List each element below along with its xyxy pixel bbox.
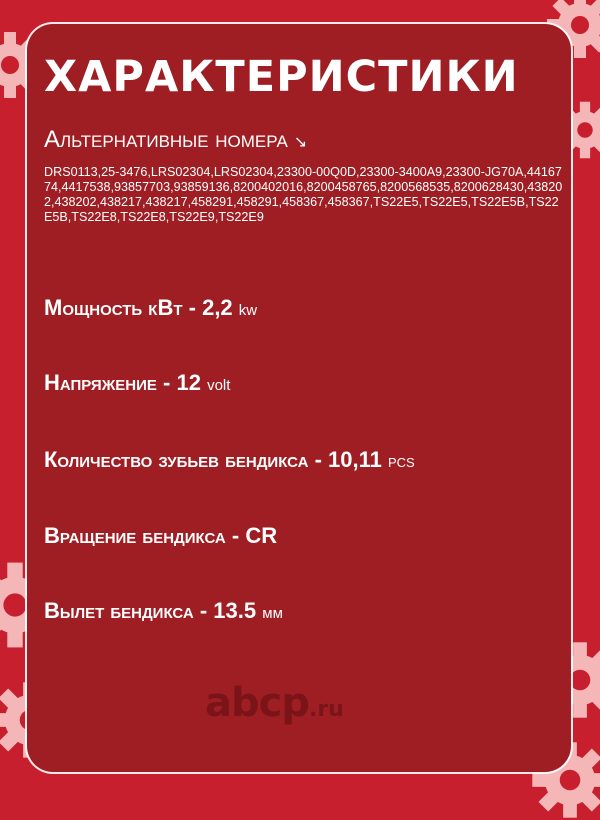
spec-value: 10,11: [328, 447, 382, 472]
alternative-numbers-list: DRS0113,25-3476,LRS02304,LRS02304,23300-00Q0D,23300-3400A9,23300-JG70A,4416774,4417538,93857703,93859136,8200402016,8200458765,8200568535,8200628430,438202,438202,438217,438217,458291,458291,458367,458367,TS22E5,TS22E5,TS22E5B,TS22E5B,TS22E8,TS22E8,TS22E9,TS22E9: [44, 165, 563, 224]
spec-separator: -: [314, 447, 322, 472]
spec-label: Напряжение: [44, 370, 157, 395]
spec-separator: -: [199, 598, 208, 623]
logo-tld: .ru: [308, 697, 344, 722]
spec-unit: PCS: [387, 455, 415, 470]
spec-voltage: [44, 370, 230, 396]
logo-name: abcp: [205, 680, 309, 726]
page-title: ХАРАКТЕРИСТИКИ: [44, 52, 519, 102]
spec-overhang: [44, 598, 283, 624]
spec-value: 2,2: [202, 295, 233, 320]
spec-separator: -: [231, 523, 240, 548]
abcp-logo: [205, 680, 344, 726]
spec-label: Вылет бендикса: [44, 598, 194, 623]
spec-label: Вращение бендикса: [44, 523, 226, 548]
spec-label: Мощность кВт: [44, 295, 183, 320]
spec-separator: -: [188, 295, 196, 320]
spec-unit: volt: [207, 377, 231, 394]
spec-rotation: [44, 523, 277, 549]
spec-value: CR: [245, 523, 278, 548]
spec-unit: kw: [238, 302, 258, 319]
spec-teeth-count: [44, 447, 415, 473]
spec-value: 12: [176, 370, 201, 395]
alternative-numbers-heading: [44, 126, 307, 154]
spec-label: Количество зубьев бендикса: [44, 447, 309, 472]
arrow-down-right-icon: ↘: [293, 134, 308, 151]
spec-power: [44, 295, 257, 321]
spec-value: 13.5: [213, 598, 257, 623]
spec-unit: мм: [262, 605, 283, 622]
spec-separator: -: [163, 370, 171, 395]
alternative-numbers-label: Альтернативные номера: [44, 126, 288, 153]
